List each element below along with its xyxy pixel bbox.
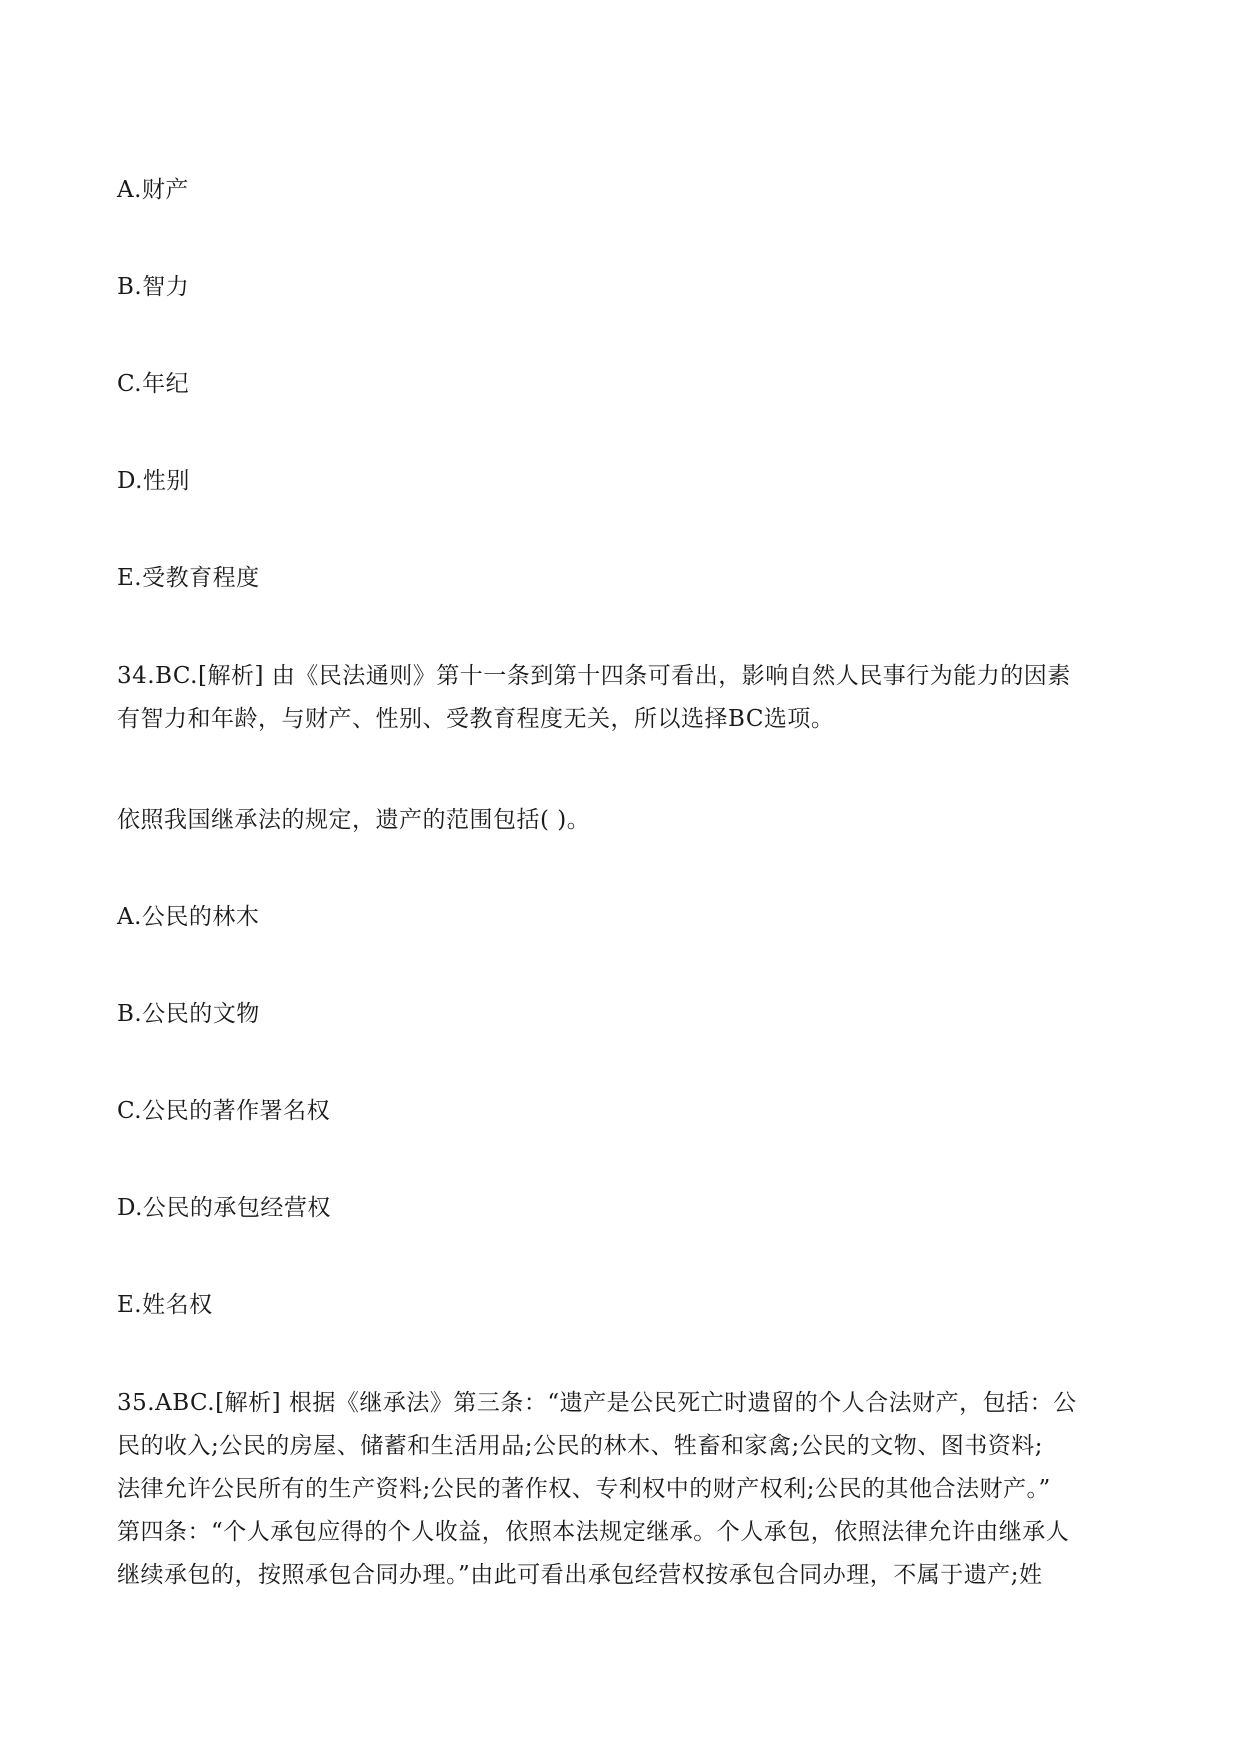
option-d: D.公民的承包经营权 [117, 1195, 331, 1221]
question-text: 依照我国继承法的规定，遗产的范围包括( )。 [117, 807, 591, 833]
option-d: D.性别 [117, 468, 190, 494]
answer-line: 民的收入;公民的房屋、储蓄和生活用品;公民的林木、牲畜和家禽;公民的文物、图书资料; [117, 1433, 1043, 1459]
option-b: B.智力 [117, 274, 190, 300]
option-c: C.公民的著作署名权 [117, 1098, 331, 1124]
answer-line: 第四条：“个人承包应得的个人收益，依照本法规定继承。个人承包，依照法律允许由继承人 [117, 1519, 1070, 1545]
answer-line: 继续承包的，按照承包合同办理。”由此可看出承包经营权按承包合同办理，不属于遗产;姓 [117, 1562, 1043, 1588]
answer-line: 34.BC.[解析] 由《民法通则》第十一条到第十四条可看出，影响自然人民事行为能力的因素 [117, 663, 1071, 689]
option-a: A.公民的林木 [117, 904, 260, 930]
answer-line: 法律允许公民所有的生产资料;公民的著作权、专利权中的财产权利;公民的其他合法财产。” [117, 1476, 1051, 1502]
option-b: B.公民的文物 [117, 1001, 260, 1027]
option-c: C.年纪 [117, 371, 190, 397]
answer-line: 有智力和年龄，与财产、性别、受教育程度无关，所以选择BC选项。 [117, 706, 835, 732]
answer-line: 35.ABC.[解析] 根据《继承法》第三条：“遗产是公民死亡时遗留的个人合法财产，包括：公 [117, 1390, 1077, 1416]
option-e: E.姓名权 [117, 1292, 213, 1318]
option-a: A.财产 [117, 177, 189, 203]
answer-explanation-35 [117, 1382, 1127, 1597]
answer-explanation-34 [117, 655, 1127, 741]
option-e: E.受教育程度 [117, 565, 260, 591]
